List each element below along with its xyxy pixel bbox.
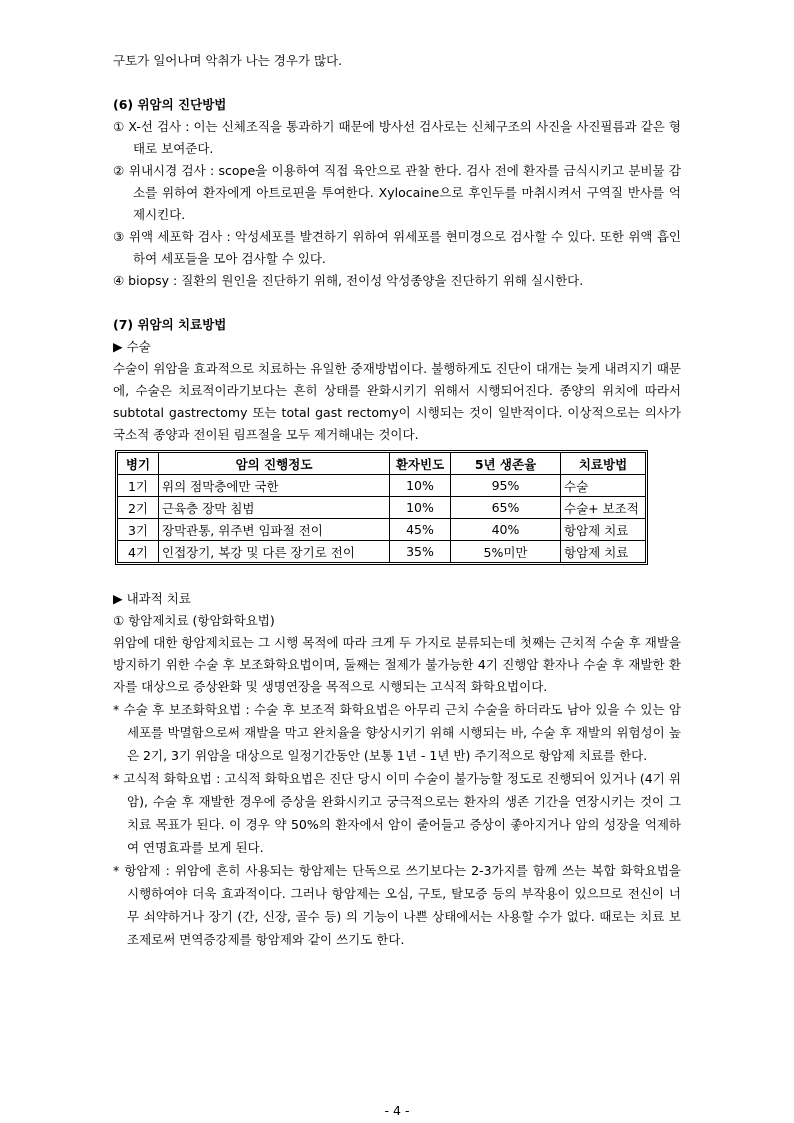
cell-progress: 근육층 장막 침범 bbox=[159, 497, 390, 519]
cell-stage: 2기 bbox=[118, 497, 159, 519]
cell-stage: 1기 bbox=[118, 475, 159, 497]
table-header-row bbox=[118, 453, 646, 475]
cell-frequency: 45% bbox=[390, 519, 451, 541]
bullet-adjuvant-chemo: * 수술 후 보조화학요법 : 수술 후 보조적 화학요법은 아무리 근치 수술을 하더라도 남아 있을 수 있는 암세포를 박멸함으로써 재발을 막고 완치율을 향상시키기 위해 시행되는 바, 수술 후 재발의 위험성이 높은 2기, 3기 위암을 대상으로 일정기간동안 (보통 1년 - 1년 반) 주기적으로 항암제 치료를 한다. bbox=[113, 702, 681, 763]
cell-stage: 3기 bbox=[118, 519, 159, 541]
surgery-paragraph: 수술이 위암을 효과적으로 치료하는 유일한 중재방법이다. 불행하게도 진단이 대개는 늦게 내려지기 때문에, 수술은 치료적이라기보다는 흔히 상태를 완화시키기 위해서 시행되어진다. 종양의 위치에 따라서 subtotal gastrectomy 또는 total gast rectomy이 시행되는 것이 일반적이다. 이상적으로는 의사가 국소적 종양과 전이된 림프절을 모두 제거해내는 것이다. bbox=[113, 361, 681, 442]
cell-frequency: 35% bbox=[390, 541, 451, 563]
bullet-palliative-chemo: * 고식적 화학요법 : 고식적 화학요법은 진단 당시 이미 수술이 불가능할 정도로 진행되어 있거나 (4기 위암), 수술 후 재발한 경우에 증상을 완화시키고 궁극적으로는 환자의 생존 기간을 연장시키는 것이 그 치료 목표가 된다. 이 경우 약 50%의 환자에서 암이 줄어들고 증상이 좋아지거나 암의 성장을 억제하여 연명효과를 보게 된다. bbox=[113, 771, 681, 855]
diagnosis-item-endoscopy: ② 위내시경 검사 : scope을 이용하여 직접 육안으로 관찰 한다. 검사 전에 환자를 금식시키고 분비물 감소를 위하여 환자에게 아트로핀을 투여한다. Xylocaine으로 후인두를 마취시켜서 구역질 반사를 억제시킨다. bbox=[113, 163, 681, 222]
cell-progress: 인접장기, 복강 및 다른 장기로 전이 bbox=[159, 541, 390, 563]
cell-survival: 40% bbox=[451, 519, 561, 541]
table-row bbox=[118, 541, 646, 563]
table-row bbox=[118, 475, 646, 497]
cell-treatment: 수술 bbox=[561, 475, 646, 497]
col-header-progress: 암의 진행정도 bbox=[159, 453, 390, 475]
section6-heading: (6) 위암의 진단방법 bbox=[113, 97, 227, 112]
cell-survival: 95% bbox=[451, 475, 561, 497]
intro-line: 구토가 일어나며 악취가 나는 경우가 많다. bbox=[113, 53, 343, 68]
cell-treatment: 항암제 치료 bbox=[561, 519, 646, 541]
diagnosis-item-cytology: ③ 위액 세포학 검사 : 악성세포를 발견하기 위하여 위세포를 현미경으로 검사할 수 있다. 또한 위액 흡인하여 세포들을 모아 검사할 수 있다. bbox=[113, 229, 681, 266]
cell-frequency: 10% bbox=[390, 475, 451, 497]
cell-stage: 4기 bbox=[118, 541, 159, 563]
cell-survival: 5%미만 bbox=[451, 541, 561, 563]
diagnosis-item-xray: ① X-선 검사 : 이는 신체조직을 통과하기 때문에 방사선 검사로는 신체구조의 사진을 사진필름과 같은 형태로 보여준다. bbox=[113, 119, 681, 156]
col-header-survival: 5년 생존율 bbox=[451, 453, 561, 475]
document-page bbox=[113, 50, 681, 951]
cell-progress: 장막관통, 위주변 임파절 전이 bbox=[159, 519, 390, 541]
page-number: - 4 - bbox=[384, 1103, 410, 1118]
col-header-stage: 병기 bbox=[118, 453, 159, 475]
table-row bbox=[118, 519, 646, 541]
col-header-frequency: 환자빈도 bbox=[390, 453, 451, 475]
cell-treatment: 항암제 치료 bbox=[561, 541, 646, 563]
cell-survival: 65% bbox=[451, 497, 561, 519]
section7-heading: (7) 위암의 치료방법 bbox=[113, 317, 227, 332]
stage-table-frame bbox=[117, 452, 646, 563]
chemo-paragraph: 위암에 대한 항암제치료는 그 시행 목적에 따라 크게 두 가지로 분류되는데 첫째는 근치적 수술 후 재발을 방지하기 위한 수술 후 보조화학요법이며, 둘째는 절제가 불가능한 4기 진행암 환자나 수술 후 재발한 환자를 대상으로 증상완화 및 생명연장을 목적으로 시행되는 고식적 화학요법이다. bbox=[113, 635, 681, 694]
surgery-label: ▶ 수술 bbox=[113, 339, 151, 354]
bullet-anticancer-drugs: * 항암제 : 위암에 흔히 사용되는 항암제는 단독으로 쓰기보다는 2-3가지를 함께 쓰는 복합 화학요법을 시행하여야 더욱 효과적이다. 그러나 항암제는 오심, 구토, 탈모증 등의 부작용이 있으므로 전신이 너무 쇠약하거나 장기 (간, 신장, 골수 등) 의 기능이 나쁜 상태에서는 사용할 수가 없다. 때로는 치료 보조제로써 면역증강제를 항암제와 같이 쓰기도 한다. bbox=[113, 863, 681, 947]
cell-treatment: 수술+ 보조적 bbox=[561, 497, 646, 519]
diagnosis-item-biopsy: ④ biopsy : 질환의 원인을 진단하기 위해, 전이성 악성종양을 진단하기 위해 실시한다. bbox=[113, 273, 584, 288]
cell-progress: 위의 점막층에만 국한 bbox=[159, 475, 390, 497]
table-row bbox=[118, 497, 646, 519]
chemo-label: ① 항암제치료 (항암화학요법) bbox=[113, 613, 275, 628]
stage-table bbox=[117, 452, 646, 563]
cell-frequency: 10% bbox=[390, 497, 451, 519]
col-header-treatment: 치료방법 bbox=[561, 453, 646, 475]
internal-treatment-label: ▶ 내과적 치료 bbox=[113, 591, 191, 606]
